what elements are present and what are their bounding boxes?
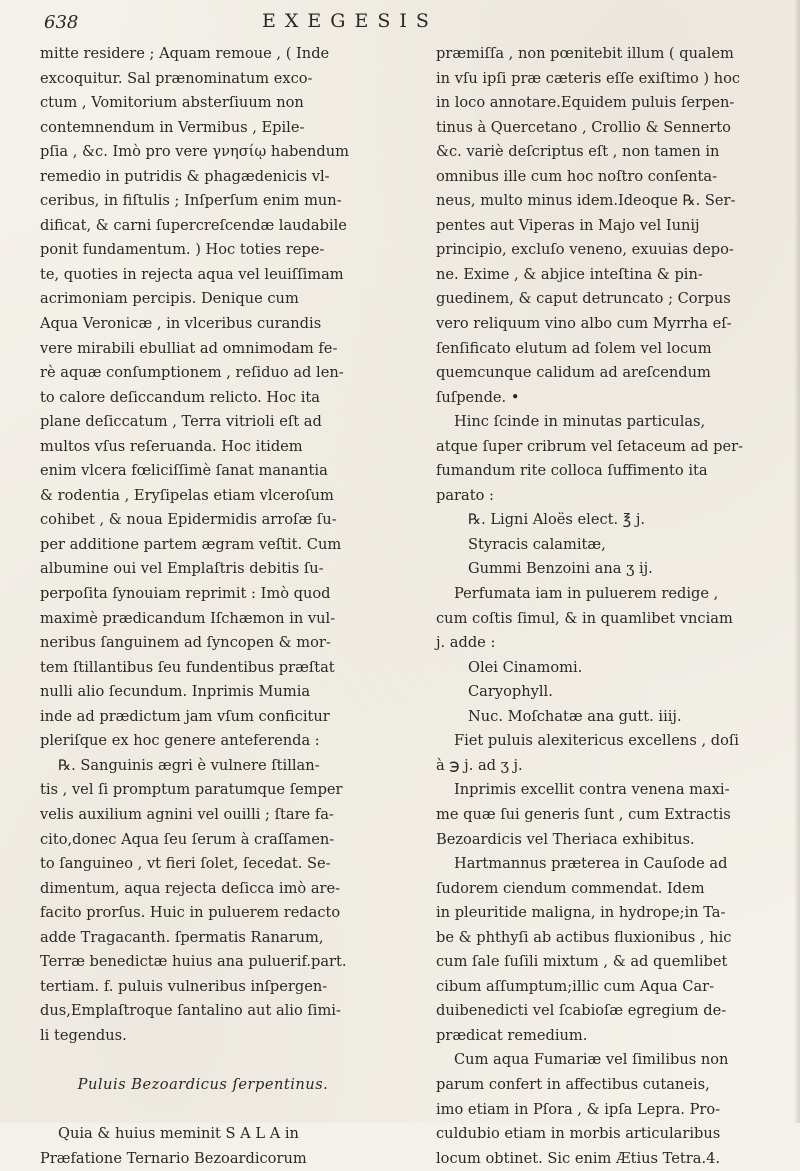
blank-line — [40, 1048, 366, 1073]
text-line: cohibet , & noua Epidermidis arroſæ ſu- — [40, 511, 337, 529]
text-line: culdubio etiam in morbis articularibus — [436, 1125, 721, 1143]
text-line: acrimoniam percipis. Denique cum — [40, 290, 299, 308]
text-line: tem ſtillantibus ſeu fundentibus præſtat — [40, 658, 335, 676]
page-edge-shadow — [794, 0, 800, 1123]
text-line: be & phthyſi ab actibus fluxionibus , hic — [436, 928, 732, 946]
text-line: &c. variè deſcriptus eſt , non tamen in — [436, 143, 720, 161]
recipe-line: ℞. Sanguinis ægri è vulnere ſtillan- — [58, 756, 320, 774]
text-line: Terræ benedictæ huius ana puluerif.part. — [40, 953, 347, 971]
recipe-line: Gummi Benzoini ana ʒ ij. — [468, 560, 653, 578]
text-line: te, quoties in rejecta aqua vel leuiſſimam — [40, 265, 344, 283]
text-line: pentes aut Viperas in Majo vel Iunij — [436, 216, 700, 234]
text-line: Præfatione Ternario Bezoardicorum — [40, 1149, 307, 1167]
text-line: inde ad prædictum jam vſum conficitur — [40, 707, 330, 725]
section-heading: Puluis Bezoardicus ſerpentinus. — [77, 1075, 329, 1093]
text-line: principio, excluſo veneno, exuuias depo- — [436, 241, 734, 259]
text-line: parato : — [436, 486, 494, 504]
text-line: Aqua Veronicæ , in vlceribus curandis — [40, 315, 322, 333]
text-line: imo etiam in Pſora , & ipſa Lepra. Pro- — [436, 1100, 721, 1118]
text-line: multos vſus reſeruanda. Hoc itidem — [40, 437, 303, 455]
text-line: Inprimis excellit contra venena maxi- — [454, 781, 730, 799]
text-line: Hinc ſcinde in minutas particulas, — [454, 413, 706, 431]
text-line: contemnendum in Vermibus , Epile- — [40, 118, 305, 136]
text-line: to calore deſiccandum relicto. Hoc ita — [40, 388, 320, 406]
text-line: Perfumata iam in puluerem redige , — [454, 585, 719, 603]
text-line: remedio in putridis & phagædenicis vl- — [40, 167, 330, 185]
text-line: cum coſtis ſimul, & in quamlibet vnciam — [436, 609, 733, 627]
text-line: quemcunque calidum ad areſcendum — [436, 364, 711, 382]
text-line: in vſu ipſi præ cæteris eſſe exiſtimo ) hoc — [436, 69, 741, 87]
text-line: Fiet puluis alexitericus excellens , doſi — [454, 732, 739, 750]
text-line: in pleuritide maligna, in hydrope;in Ta- — [436, 904, 726, 922]
text-line: li tegendus. — [40, 1026, 127, 1044]
text-line: dimentum, aqua rejecta deſicca imò are- — [40, 879, 341, 897]
running-head: EXEGESIS — [262, 10, 438, 32]
text-line: albumine oui vel Emplaſtris debitis ſu- — [40, 560, 324, 578]
text-line: adde Tragacanth. ſpermatis Ranarum, — [40, 928, 324, 946]
page-header — [0, 10, 800, 38]
text-line: & rodentia , Eryſipelas etiam vlceroſum — [40, 486, 334, 504]
text-line: ne. Exime , & abjice inteſtina & pin- — [436, 265, 703, 283]
text-line: Quia & huius meminit S A L A in — [58, 1125, 299, 1143]
text-line: facito prorſus. Huic in puluerem redacto — [40, 904, 341, 922]
recipe-line: ℞. Ligni Aloës elect. ℥ j. — [468, 511, 646, 529]
text-line: à ℈ j. ad ʒ j. — [436, 756, 523, 774]
text-line: dificat, & carni ſupercreſcendæ laudabile — [40, 216, 347, 234]
text-line: j. adde : — [436, 634, 496, 652]
text-line: me quæ ſui generis ſunt , cum Extractis — [436, 805, 731, 823]
text-line: duibenedicti vel ſcabioſæ egregium de- — [436, 1002, 727, 1020]
text-line: plane deſiccatum , Terra vitrioli eſt ad — [40, 413, 322, 431]
text-line: ceribus, in fiſtulis ; Inſperſum enim mun- — [40, 192, 342, 210]
text-line: ponit fundamentum. ) Hoc toties repe- — [40, 241, 325, 259]
text-line: ctum , Vomitorium absterſiuum non — [40, 94, 304, 112]
text-line: parum confert in affectibus cutaneis, — [436, 1075, 710, 1093]
blank-line — [40, 1098, 366, 1123]
text-line: Bezoardicis vel Theriaca exhibitus. — [436, 830, 695, 848]
text-line: Cum aqua Fumariæ vel ſimilibus non — [454, 1051, 729, 1069]
text-line: cito,donec Aqua ſeu ſerum à craſſamen- — [40, 830, 335, 848]
text-line: per additione partem ægram veſtit. Cum — [40, 535, 342, 553]
text-line: maximè prædicandum Iſchæmon in vul- — [40, 609, 336, 627]
text-line: locum obtinet. Sic enim Ætius Tetra.4. — [436, 1149, 721, 1167]
text-line: pleriſque ex hoc genere anteferenda : — [40, 732, 320, 750]
text-line: vero reliquum vino albo cum Myrrha eſ- — [436, 315, 732, 333]
text-line: ſuſpende. • — [436, 388, 520, 406]
text-line: in loco annotare.Equidem puluis ſerpen- — [436, 94, 735, 112]
recipe-line: Nuc. Moſchatæ ana gutt. iiij. — [468, 707, 682, 725]
text-line: fumandum rite colloca ſuffimento ita — [436, 462, 708, 480]
text-line: vere mirabili ebulliat ad omnimodam fe- — [40, 339, 338, 357]
left-column — [40, 42, 366, 1171]
text-line: atque ſuper cribrum vel ſetaceum ad per- — [436, 437, 744, 455]
text-line: guedinem, & caput detruncato ; Corpus — [436, 290, 731, 308]
text-line: Hartmannus præterea in Cauſode ad — [454, 855, 728, 873]
text-line: tis , vel ſi promptum paratumque ſemper — [40, 781, 343, 799]
text-line: cibum aſſumptum;illic cum Aqua Car- — [436, 977, 715, 995]
recipe-line: Caryophyll. — [468, 683, 553, 701]
text-line: tinus à Quercetano , Crollio & Sennerto — [436, 118, 731, 136]
text-line: dus,Emplaſtroque ſantalino aut alio ſimi- — [40, 1002, 341, 1020]
text-line: ſenſificato elutum ad ſolem vel locum — [436, 339, 712, 357]
text-line: ſudorem ciendum commendat. Idem — [436, 879, 705, 897]
right-column — [436, 42, 762, 1171]
text-line: mitte residere ; Aquam remoue , ( Inde — [40, 45, 330, 62]
text-line: rè aquæ conſumptionem , reſiduo ad len- — [40, 364, 344, 382]
recipe-line: Styracis calamitæ, — [468, 535, 606, 553]
recipe-line: Olei Cinamomi. — [468, 658, 583, 676]
text-line: velis auxilium agnini vel ouilli ; ſtare fa- — [40, 805, 334, 823]
text-line: prædicat remedium. — [436, 1026, 588, 1044]
text-line: to ſanguineo , vt fieri ſolet, ſecedat. Se- — [40, 855, 331, 873]
text-line: excoquitur. Sal prænominatum exco- — [40, 69, 313, 87]
text-line: perpoſita ſynouiam reprimit : Imò quod — [40, 585, 331, 603]
page-number: 638 — [44, 12, 79, 33]
text-line: cum ſale ſuſili mixtum , & ad quemlibet — [436, 953, 728, 971]
text-line: enim vlcera fœliciſſimè ſanat manantia — [40, 462, 328, 480]
text-line: pſia , &c. Imò pro vere γνησίῳ habendum — [40, 143, 349, 161]
text-line: neus, multo minus idem.Ideoque ℞. Ser- — [436, 192, 736, 210]
text-line: omnibus ille cum hoc noſtro conſenta- — [436, 167, 718, 185]
text-line: tertiam. f. puluis vulneribus inſpergen- — [40, 977, 328, 995]
text-line: neribus ſanguinem ad ſyncopen & mor- — [40, 634, 331, 652]
text-line: præmiſſa , non pœnitebit illum ( qualem — [436, 45, 734, 62]
text-line: nulli alio ſecundum. Inprimis Mumia — [40, 683, 311, 701]
